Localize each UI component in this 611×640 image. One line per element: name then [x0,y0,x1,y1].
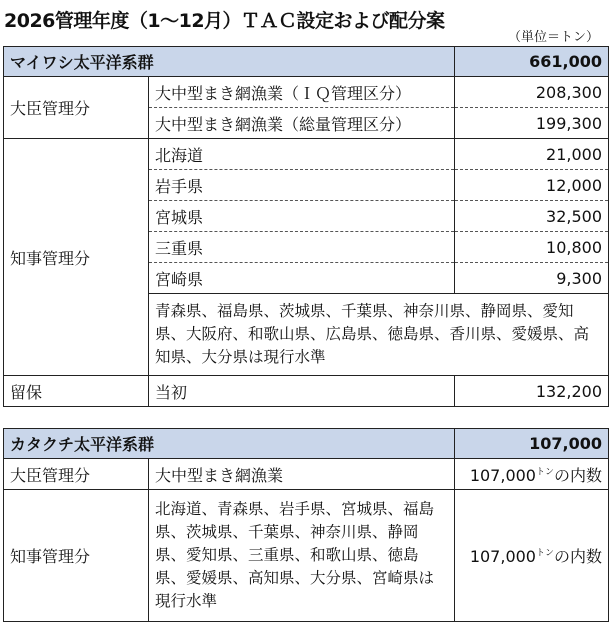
row-name: 北海道 [149,139,455,170]
table-row [4,490,609,622]
anchovy-total: 107,000 [455,429,609,459]
unit-superscript: トン [535,467,554,478]
anchovy-header-row [4,429,609,459]
row-name: 大中型まき網漁業（ＩＱ管理区分） [149,77,455,108]
row-value [455,490,609,622]
row-name: 宮城県 [149,201,455,232]
governor-label: 知事管理分 [4,490,149,622]
table-row [4,459,609,490]
anchovy-name: カタクチ太平洋系群 [4,429,455,459]
table-row [4,376,609,407]
sardine-table [3,46,609,407]
row-value [455,459,609,490]
governor-note: 北海道、青森県、岩手県、宮城県、福島県、茨城県、千葉県、神奈川県、静岡県、愛知県、三重県、和歌山県、徳島県、愛媛県、高知県、大分県、宮崎県は現行水準 [149,490,455,622]
row-value: 32,500 [455,201,609,232]
unit-label: （単位＝トン） [507,30,599,45]
sardine-name: マイワシ太平洋系群 [4,47,455,77]
row-value: 9,300 [455,263,609,294]
table-row [4,139,609,170]
governor-label: 知事管理分 [4,139,149,376]
row-value: 208,300 [455,77,609,108]
row-name: 当初 [149,376,455,407]
value-suffix: の内数 [554,547,603,566]
value-number: 107,000 [469,465,536,485]
row-value: 10,800 [455,232,609,263]
row-name: 宮崎県 [149,263,455,294]
reserve-label: 留保 [4,376,149,407]
row-name: 大中型まき網漁業 [149,459,455,490]
table-row [4,77,609,108]
row-value: 199,300 [455,108,609,139]
governor-note: 青森県、福島県、茨城県、千葉県、神奈川県、静岡県、愛知県、大阪府、和歌山県、広島県、徳島県、香川県、愛媛県、高知県、大分県は現行水準 [149,294,609,376]
value-number: 107,000 [469,547,536,566]
row-name: 大中型まき網漁業（総量管理区分） [149,108,455,139]
row-value: 12,000 [455,170,609,201]
unit-superscript: トン [535,548,554,559]
page-title: 2026管理年度（1～12月）ＴＡＣ設定および配分案 [4,10,445,32]
row-name: 岩手県 [149,170,455,201]
minister-label: 大臣管理分 [4,459,149,490]
sardine-header-row [4,47,609,77]
minister-label: 大臣管理分 [4,77,149,139]
row-name: 三重県 [149,232,455,263]
row-value: 132,200 [455,376,609,407]
value-suffix: の内数 [554,465,603,485]
sardine-total: 661,000 [455,47,609,77]
row-value: 21,000 [455,139,609,170]
anchovy-table [3,428,609,622]
